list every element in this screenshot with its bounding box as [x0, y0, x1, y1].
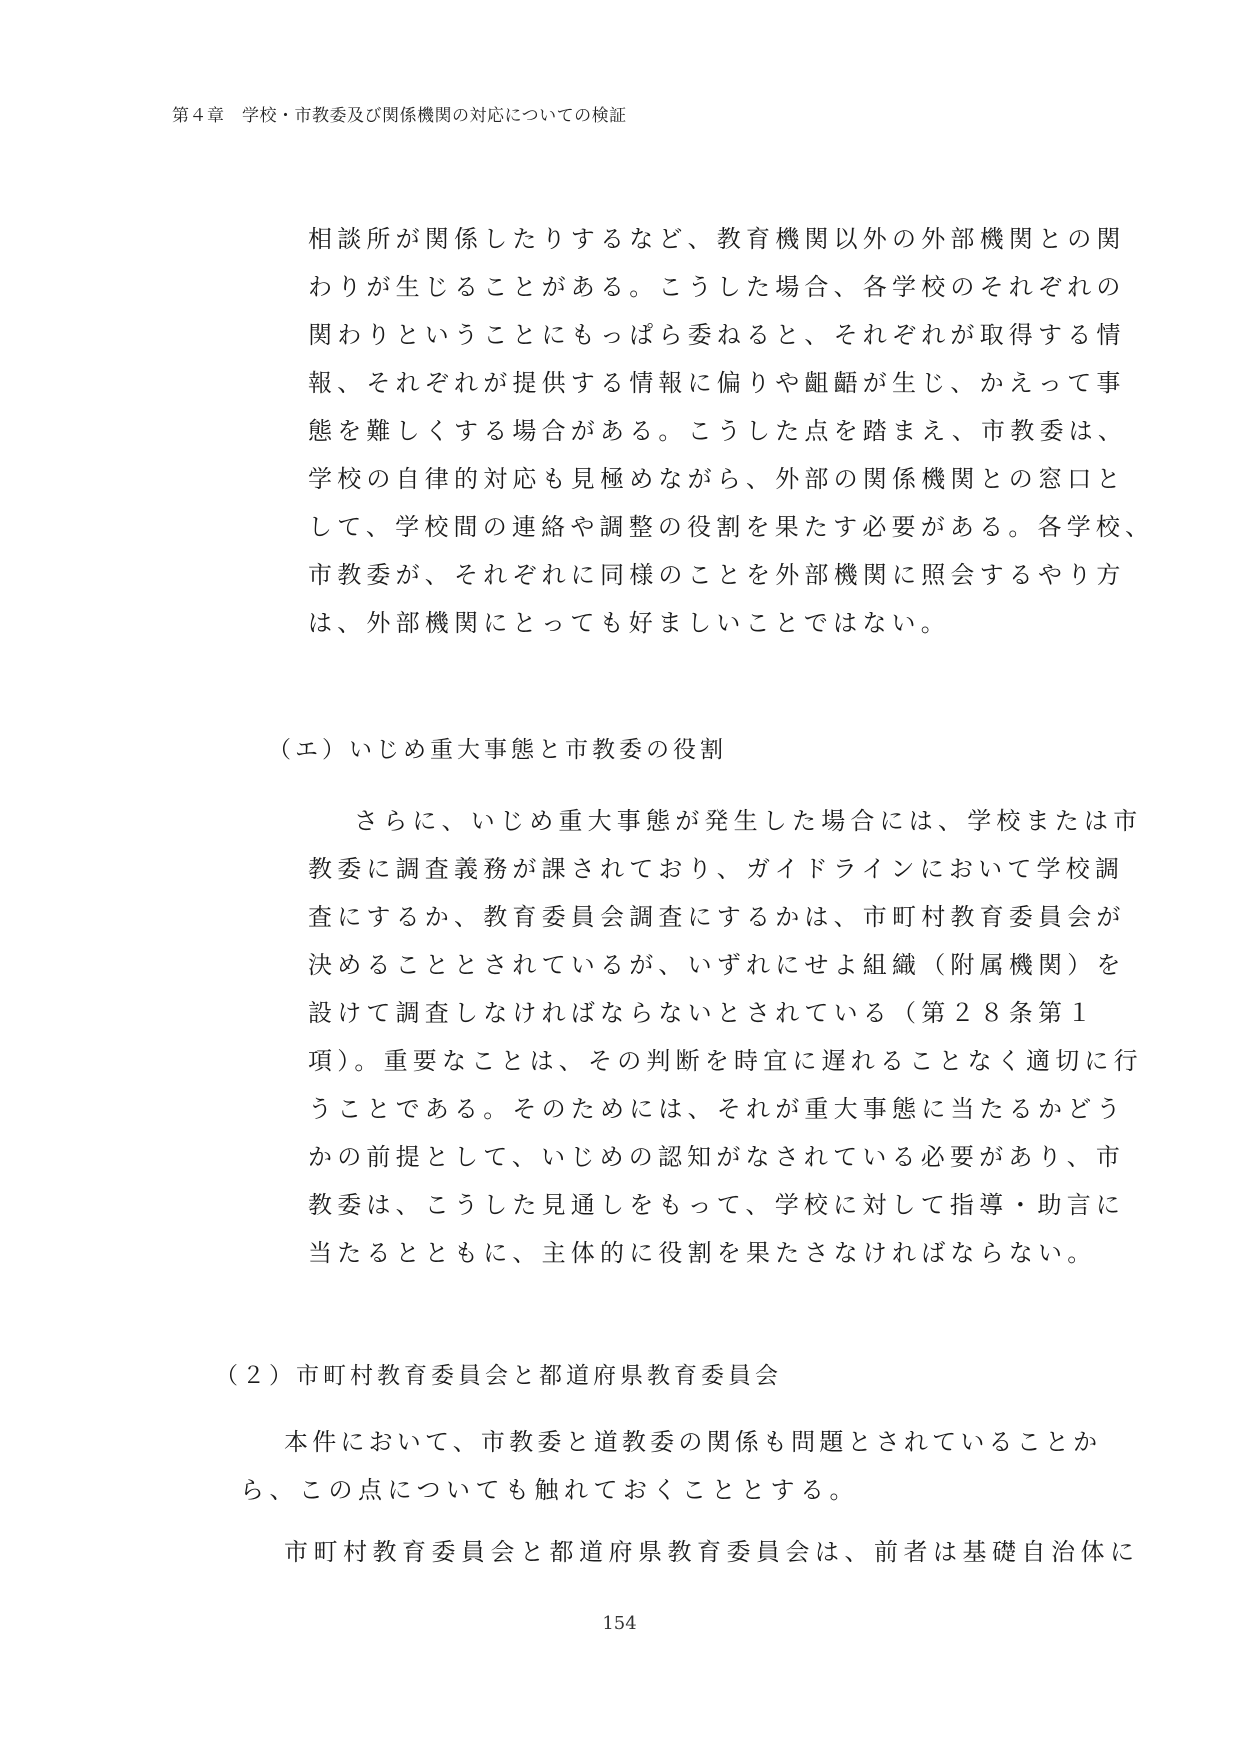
text-line: して、学校間の連絡や調整の役割を果たす必要がある。各学校、: [308, 513, 1155, 541]
text-line: うことである。そのためには、それが重大事態に当たるかどう: [308, 1095, 1126, 1123]
text-line: 教委に調査義務が課されており、ガイドラインにおいて学校調: [308, 855, 1125, 883]
text-line: 当たるとともに、主体的に役割を果たさなければならない。: [308, 1239, 1097, 1267]
text-line: かの前提として、いじめの認知がなされている必要があり、市: [308, 1143, 1126, 1171]
text-line: 教委は、こうした見通しをもって、学校に対して指導・助言に: [308, 1191, 1126, 1219]
text-line: 設けて調査しなければならないとされている（第２８条第１: [308, 999, 1097, 1027]
text-line: 本件において、市教委と道教委の関係も問題とされていることか: [284, 1428, 1102, 1456]
text-line: 相談所が関係したりするなど、教育機関以外の外部機関との関: [308, 225, 1126, 253]
text-line: 市町村教育委員会と都道府県教育委員会は、前者は基礎自治体に: [284, 1538, 1140, 1566]
text-line: 市教委が、それぞれに同様のことを外部機関に照会するやり方: [308, 561, 1126, 589]
text-line: ら、この点についても触れておくこととする。: [240, 1476, 860, 1504]
text-line: わりが生じることがある。こうした場合、各学校のそれぞれの: [308, 273, 1126, 301]
text-line: 査にするか、教育委員会調査にするかは、市町村教育委員会が: [308, 903, 1126, 931]
text-line: 決めることとされているが、いずれにせよ組織（附属機関）を: [308, 951, 1126, 979]
running-header: 第４章 学校・市教委及び関係機関の対応についての検証: [172, 106, 627, 126]
text-line: さらに、いじめ重大事態が発生した場合には、学校または市: [354, 807, 1143, 835]
text-line: 関わりということにもっぱら委ねると、それぞれが取得する情: [308, 321, 1126, 349]
text-line: は、外部機関にとっても好ましいことではない。: [308, 609, 950, 637]
text-line: 態を難しくする場合がある。こうした点を踏まえ、市教委は、: [308, 417, 1128, 445]
text-line: 報、それぞれが提供する情報に偏りや齟齬が生じ、かえって事: [308, 369, 1126, 397]
page-number: 154: [602, 1613, 637, 1634]
section-heading-2: （２）市町村教育委員会と都道府県教育委員会: [215, 1363, 782, 1389]
section-heading-e: （エ）いじめ重大事態と市教委の役割: [268, 737, 727, 763]
text-line: 項）。重要なことは、その判断を時宜に遅れることなく適切に行: [308, 1047, 1143, 1075]
paragraph-section-2: [240, 1418, 1140, 1576]
paragraph-section-e: [308, 797, 1143, 1277]
paragraph-continued: [308, 215, 1155, 647]
text-line: 学校の自律的対応も見極めながら、外部の関係機関との窓口と: [308, 465, 1126, 493]
